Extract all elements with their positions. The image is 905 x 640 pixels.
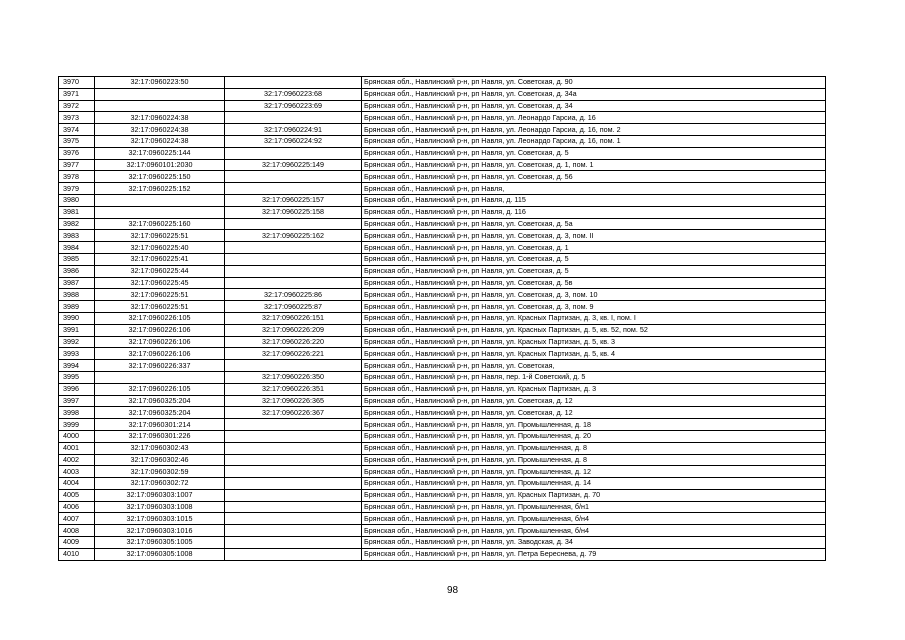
table-row <box>59 442 826 454</box>
address-cell: Брянская обл., Навлинский р-н, рп Навля, ул. Советская, д. 5в <box>362 277 826 289</box>
row-number-cell: 3973 <box>59 112 95 124</box>
address-cell: Брянская обл., Навлинский р-н, рп Навля, ул. Советская, д. 3, пом. 10 <box>362 289 826 301</box>
parcel-cadastral-number-cell: 32:17:0960226:105 <box>95 383 225 395</box>
address-cell: Брянская обл., Навлинский р-н, рп Навля, ул. Советская, д. 5 <box>362 147 826 159</box>
table-row <box>59 171 826 183</box>
address-cell: Брянская обл., Навлинский р-н, рп Навля, ул. Промышленная, б/н1 <box>362 501 826 513</box>
table-row <box>59 194 826 206</box>
row-number-cell: 4003 <box>59 466 95 478</box>
table-row <box>59 324 826 336</box>
table-row <box>59 265 826 277</box>
row-number-cell: 4005 <box>59 489 95 501</box>
row-number-cell: 3989 <box>59 301 95 313</box>
row-number-cell: 3979 <box>59 183 95 195</box>
parcel-cadastral-number-cell: 32:17:0960301:214 <box>95 419 225 431</box>
register-table-body <box>59 77 826 561</box>
address-cell: Брянская обл., Навлинский р-н, рп Навля, ул. Советская, д. 56 <box>362 171 826 183</box>
address-cell: Брянская обл., Навлинский р-н, рп Навля, ул. Промышленная, д. 12 <box>362 466 826 478</box>
building-cadastral-number-cell <box>225 478 362 490</box>
row-number-cell: 3981 <box>59 206 95 218</box>
address-cell: Брянская обл., Навлинский р-н, рп Навля, ул. Промышленная, б/н4 <box>362 513 826 525</box>
building-cadastral-number-cell <box>225 419 362 431</box>
parcel-cadastral-number-cell: 32:17:0960302:72 <box>95 478 225 490</box>
parcel-cadastral-number-cell: 32:17:0960301:226 <box>95 430 225 442</box>
row-number-cell: 4009 <box>59 537 95 549</box>
parcel-cadastral-number-cell: 32:17:0960226:106 <box>95 348 225 360</box>
parcel-cadastral-number-cell: 32:17:0960303:1007 <box>95 489 225 501</box>
address-cell: Брянская обл., Навлинский р-н, рп Навля, пер. 1-й Советский, д. 5 <box>362 371 826 383</box>
parcel-cadastral-number-cell <box>95 194 225 206</box>
address-cell: Брянская обл., Навлинский р-н, рп Навля, ул. Красных Партизан, д. 3, кв. I, пом. I <box>362 312 826 324</box>
parcel-cadastral-number-cell: 32:17:0960225:152 <box>95 183 225 195</box>
row-number-cell: 3995 <box>59 371 95 383</box>
building-cadastral-number-cell <box>225 147 362 159</box>
building-cadastral-number-cell <box>225 442 362 454</box>
building-cadastral-number-cell <box>225 537 362 549</box>
table-row <box>59 537 826 549</box>
parcel-cadastral-number-cell <box>95 371 225 383</box>
parcel-cadastral-number-cell: 32:17:0960302:43 <box>95 442 225 454</box>
table-row <box>59 513 826 525</box>
table-row <box>59 183 826 195</box>
parcel-cadastral-number-cell: 32:17:0960325:204 <box>95 395 225 407</box>
building-cadastral-number-cell: 32:17:0960226:151 <box>225 312 362 324</box>
address-cell: Брянская обл., Навлинский р-н, рп Навля, ул. Промышленная, д. 8 <box>362 454 826 466</box>
table-row <box>59 312 826 324</box>
address-cell: Брянская обл., Навлинский р-н, рп Навля, ул. Советская, д. 1 <box>362 242 826 254</box>
building-cadastral-number-cell <box>225 171 362 183</box>
row-number-cell: 4002 <box>59 454 95 466</box>
building-cadastral-number-cell: 32:17:0960226:220 <box>225 336 362 348</box>
row-number-cell: 3972 <box>59 100 95 112</box>
row-number-cell: 3970 <box>59 77 95 89</box>
address-cell: Брянская обл., Навлинский р-н, рп Навля, д. 116 <box>362 206 826 218</box>
row-number-cell: 4006 <box>59 501 95 513</box>
table-row <box>59 489 826 501</box>
table-row <box>59 218 826 230</box>
parcel-cadastral-number-cell: 32:17:0960225:51 <box>95 301 225 313</box>
parcel-cadastral-number-cell: 32:17:0960224:38 <box>95 112 225 124</box>
table-row <box>59 383 826 395</box>
table-row <box>59 419 826 431</box>
address-cell: Брянская обл., Навлинский р-н, рп Навля, ул. Советская, д. 1, пом. 1 <box>362 159 826 171</box>
address-cell: Брянская обл., Навлинский р-н, рп Навля, ул. Промышленная, д. 20 <box>362 430 826 442</box>
address-cell: Брянская обл., Навлинский р-н, рп Навля, ул. Советская, <box>362 360 826 372</box>
address-cell: Брянская обл., Навлинский р-н, рп Навля, ул. Леонардо Гарсиа, д. 16, пом. 2 <box>362 124 826 136</box>
row-number-cell: 3982 <box>59 218 95 230</box>
building-cadastral-number-cell <box>225 525 362 537</box>
page-number: 98 <box>446 585 459 596</box>
row-number-cell: 3997 <box>59 395 95 407</box>
parcel-cadastral-number-cell <box>95 100 225 112</box>
address-cell: Брянская обл., Навлинский р-н, рп Навля, ул. Красных Партизан, д. 3 <box>362 383 826 395</box>
table-row <box>59 501 826 513</box>
parcel-cadastral-number-cell: 32:17:0960305:1005 <box>95 537 225 549</box>
row-number-cell: 4010 <box>59 548 95 560</box>
parcel-cadastral-number-cell: 32:17:0960224:38 <box>95 124 225 136</box>
building-cadastral-number-cell <box>225 466 362 478</box>
address-cell: Брянская обл., Навлинский р-н, рп Навля, ул. Советская, д. 5а <box>362 218 826 230</box>
table-row <box>59 395 826 407</box>
address-cell: Брянская обл., Навлинский р-н, рп Навля, ул. Советская, д. 3, пом. II <box>362 230 826 242</box>
address-cell: Брянская обл., Навлинский р-н, рп Навля, ул. Леонардо Гарсиа, д. 16, пом. 1 <box>362 135 826 147</box>
parcel-cadastral-number-cell: 32:17:0960226:105 <box>95 312 225 324</box>
parcel-cadastral-number-cell: 32:17:0960303:1015 <box>95 513 225 525</box>
building-cadastral-number-cell: 32:17:0960226:351 <box>225 383 362 395</box>
parcel-cadastral-number-cell: 32:17:0960226:106 <box>95 324 225 336</box>
address-cell: Брянская обл., Навлинский р-н, рп Навля, ул. Советская, д. 34 <box>362 100 826 112</box>
row-number-cell: 4001 <box>59 442 95 454</box>
row-number-cell: 3990 <box>59 312 95 324</box>
address-cell: Брянская обл., Навлинский р-н, рп Навля, ул. Заводская, д. 34 <box>362 537 826 549</box>
building-cadastral-number-cell <box>225 277 362 289</box>
building-cadastral-number-cell <box>225 454 362 466</box>
row-number-cell: 3998 <box>59 407 95 419</box>
address-cell: Брянская обл., Навлинский р-н, рп Навля, ул. Советская, д. 3, пом. 9 <box>362 301 826 313</box>
building-cadastral-number-cell <box>225 489 362 501</box>
row-number-cell: 3987 <box>59 277 95 289</box>
parcel-cadastral-number-cell: 32:17:0960225:40 <box>95 242 225 254</box>
table-row <box>59 135 826 147</box>
building-cadastral-number-cell <box>225 501 362 513</box>
building-cadastral-number-cell: 32:17:0960226:350 <box>225 371 362 383</box>
building-cadastral-number-cell: 32:17:0960224:92 <box>225 135 362 147</box>
row-number-cell: 3988 <box>59 289 95 301</box>
table-row <box>59 230 826 242</box>
row-number-cell: 4007 <box>59 513 95 525</box>
table-row <box>59 159 826 171</box>
address-cell: Брянская обл., Навлинский р-н, рп Навля, ул. Промышленная, д. 8 <box>362 442 826 454</box>
table-row <box>59 454 826 466</box>
row-number-cell: 3975 <box>59 135 95 147</box>
parcel-cadastral-number-cell: 32:17:0960303:1008 <box>95 501 225 513</box>
parcel-cadastral-number-cell: 32:17:0960226:106 <box>95 336 225 348</box>
address-cell: Брянская обл., Навлинский р-н, рп Навля, ул. Промышленная, д. 18 <box>362 419 826 431</box>
address-cell: Брянская обл., Навлинский р-н, рп Навля, ул. Советская, д. 5 <box>362 265 826 277</box>
building-cadastral-number-cell: 32:17:0960225:157 <box>225 194 362 206</box>
building-cadastral-number-cell: 32:17:0960224:91 <box>225 124 362 136</box>
parcel-cadastral-number-cell: 32:17:0960225:45 <box>95 277 225 289</box>
table-row <box>59 242 826 254</box>
table-row <box>59 430 826 442</box>
parcel-cadastral-number-cell <box>95 206 225 218</box>
parcel-cadastral-number-cell: 32:17:0960224:38 <box>95 135 225 147</box>
parcel-cadastral-number-cell: 32:17:0960101:2030 <box>95 159 225 171</box>
building-cadastral-number-cell <box>225 430 362 442</box>
row-number-cell: 3993 <box>59 348 95 360</box>
row-number-cell: 3983 <box>59 230 95 242</box>
row-number-cell: 3984 <box>59 242 95 254</box>
building-cadastral-number-cell: 32:17:0960226:209 <box>225 324 362 336</box>
parcel-cadastral-number-cell: 32:17:0960225:144 <box>95 147 225 159</box>
address-cell: Брянская обл., Навлинский р-н, рп Навля, ул. Красных Партизан, д. 5, кв. 52, пом. 52 <box>362 324 826 336</box>
building-cadastral-number-cell: 32:17:0960223:68 <box>225 88 362 100</box>
building-cadastral-number-cell <box>225 253 362 265</box>
row-number-cell: 3996 <box>59 383 95 395</box>
table-row <box>59 348 826 360</box>
table-row <box>59 478 826 490</box>
table-row <box>59 124 826 136</box>
building-cadastral-number-cell <box>225 183 362 195</box>
row-number-cell: 3994 <box>59 360 95 372</box>
building-cadastral-number-cell <box>225 77 362 89</box>
building-cadastral-number-cell <box>225 360 362 372</box>
row-number-cell: 4000 <box>59 430 95 442</box>
parcel-cadastral-number-cell: 32:17:0960225:51 <box>95 230 225 242</box>
building-cadastral-number-cell: 32:17:0960225:86 <box>225 289 362 301</box>
address-cell: Брянская обл., Навлинский р-н, рп Навля, ул. Петра Береснева, д. 79 <box>362 548 826 560</box>
address-cell: Брянская обл., Навлинский р-н, рп Навля, ул. Советская, д. 34а <box>362 88 826 100</box>
table-row <box>59 277 826 289</box>
row-number-cell: 3986 <box>59 265 95 277</box>
building-cadastral-number-cell <box>225 513 362 525</box>
row-number-cell: 3991 <box>59 324 95 336</box>
building-cadastral-number-cell <box>225 112 362 124</box>
building-cadastral-number-cell: 32:17:0960223:69 <box>225 100 362 112</box>
parcel-cadastral-number-cell: 32:17:0960226:337 <box>95 360 225 372</box>
address-cell: Брянская обл., Навлинский р-н, рп Навля, ул. Советская, д. 12 <box>362 407 826 419</box>
table-row <box>59 253 826 265</box>
building-cadastral-number-cell: 32:17:0960226:365 <box>225 395 362 407</box>
row-number-cell: 3978 <box>59 171 95 183</box>
building-cadastral-number-cell: 32:17:0960225:158 <box>225 206 362 218</box>
row-number-cell: 3999 <box>59 419 95 431</box>
row-number-cell: 4004 <box>59 478 95 490</box>
address-cell: Брянская обл., Навлинский р-н, рп Навля, ул. Промышленная, д. 14 <box>362 478 826 490</box>
parcel-cadastral-number-cell: 32:17:0960223:50 <box>95 77 225 89</box>
row-number-cell: 3971 <box>59 88 95 100</box>
parcel-cadastral-number-cell: 32:17:0960302:46 <box>95 454 225 466</box>
table-row <box>59 301 826 313</box>
parcel-cadastral-number-cell: 32:17:0960302:59 <box>95 466 225 478</box>
table-row <box>59 289 826 301</box>
property-register-table <box>58 76 826 561</box>
table-row <box>59 147 826 159</box>
table-row <box>59 112 826 124</box>
row-number-cell: 3976 <box>59 147 95 159</box>
building-cadastral-number-cell: 32:17:0960225:87 <box>225 301 362 313</box>
building-cadastral-number-cell: 32:17:0960226:221 <box>225 348 362 360</box>
address-cell: Брянская обл., Навлинский р-н, рп Навля, д. 115 <box>362 194 826 206</box>
building-cadastral-number-cell: 32:17:0960225:149 <box>225 159 362 171</box>
table-row <box>59 88 826 100</box>
parcel-cadastral-number-cell: 32:17:0960305:1008 <box>95 548 225 560</box>
table-row <box>59 100 826 112</box>
row-number-cell: 4008 <box>59 525 95 537</box>
table-row <box>59 407 826 419</box>
address-cell: Брянская обл., Навлинский р-н, рп Навля, ул. Красных Партизан, д. 5, кв. 3 <box>362 336 826 348</box>
parcel-cadastral-number-cell <box>95 88 225 100</box>
building-cadastral-number-cell: 32:17:0960226:367 <box>225 407 362 419</box>
address-cell: Брянская обл., Навлинский р-н, рп Навля, ул. Промышленная, б/н4 <box>362 525 826 537</box>
row-number-cell: 3974 <box>59 124 95 136</box>
address-cell: Брянская обл., Навлинский р-н, рп Навля, ул. Советская, д. 5 <box>362 253 826 265</box>
building-cadastral-number-cell <box>225 265 362 277</box>
parcel-cadastral-number-cell: 32:17:0960325:204 <box>95 407 225 419</box>
row-number-cell: 3977 <box>59 159 95 171</box>
row-number-cell: 3985 <box>59 253 95 265</box>
address-cell: Брянская обл., Навлинский р-н, рп Навля, ул. Советская, д. 12 <box>362 395 826 407</box>
parcel-cadastral-number-cell: 32:17:0960225:44 <box>95 265 225 277</box>
building-cadastral-number-cell: 32:17:0960225:162 <box>225 230 362 242</box>
table-row <box>59 548 826 560</box>
address-cell: Брянская обл., Навлинский р-н, рп Навля, ул. Советская, д. 90 <box>362 77 826 89</box>
table-row <box>59 525 826 537</box>
table-row <box>59 360 826 372</box>
table-row <box>59 77 826 89</box>
parcel-cadastral-number-cell: 32:17:0960303:1016 <box>95 525 225 537</box>
parcel-cadastral-number-cell: 32:17:0960225:150 <box>95 171 225 183</box>
table-row <box>59 466 826 478</box>
address-cell: Брянская обл., Навлинский р-н, рп Навля, ул. Красных Партизан, д. 70 <box>362 489 826 501</box>
address-cell: Брянская обл., Навлинский р-н, рп Навля, ул. Леонардо Гарсиа, д. 16 <box>362 112 826 124</box>
address-cell: Брянская обл., Навлинский р-н, рп Навля, ул. Красных Партизан, д. 5, кв. 4 <box>362 348 826 360</box>
address-cell: Брянская обл., Навлинский р-н, рп Навля, <box>362 183 826 195</box>
table-row <box>59 371 826 383</box>
row-number-cell: 3980 <box>59 194 95 206</box>
table-row <box>59 206 826 218</box>
building-cadastral-number-cell <box>225 548 362 560</box>
parcel-cadastral-number-cell: 32:17:0960225:160 <box>95 218 225 230</box>
row-number-cell: 3992 <box>59 336 95 348</box>
table-row <box>59 336 826 348</box>
parcel-cadastral-number-cell: 32:17:0960225:51 <box>95 289 225 301</box>
building-cadastral-number-cell <box>225 242 362 254</box>
building-cadastral-number-cell <box>225 218 362 230</box>
parcel-cadastral-number-cell: 32:17:0960225:41 <box>95 253 225 265</box>
